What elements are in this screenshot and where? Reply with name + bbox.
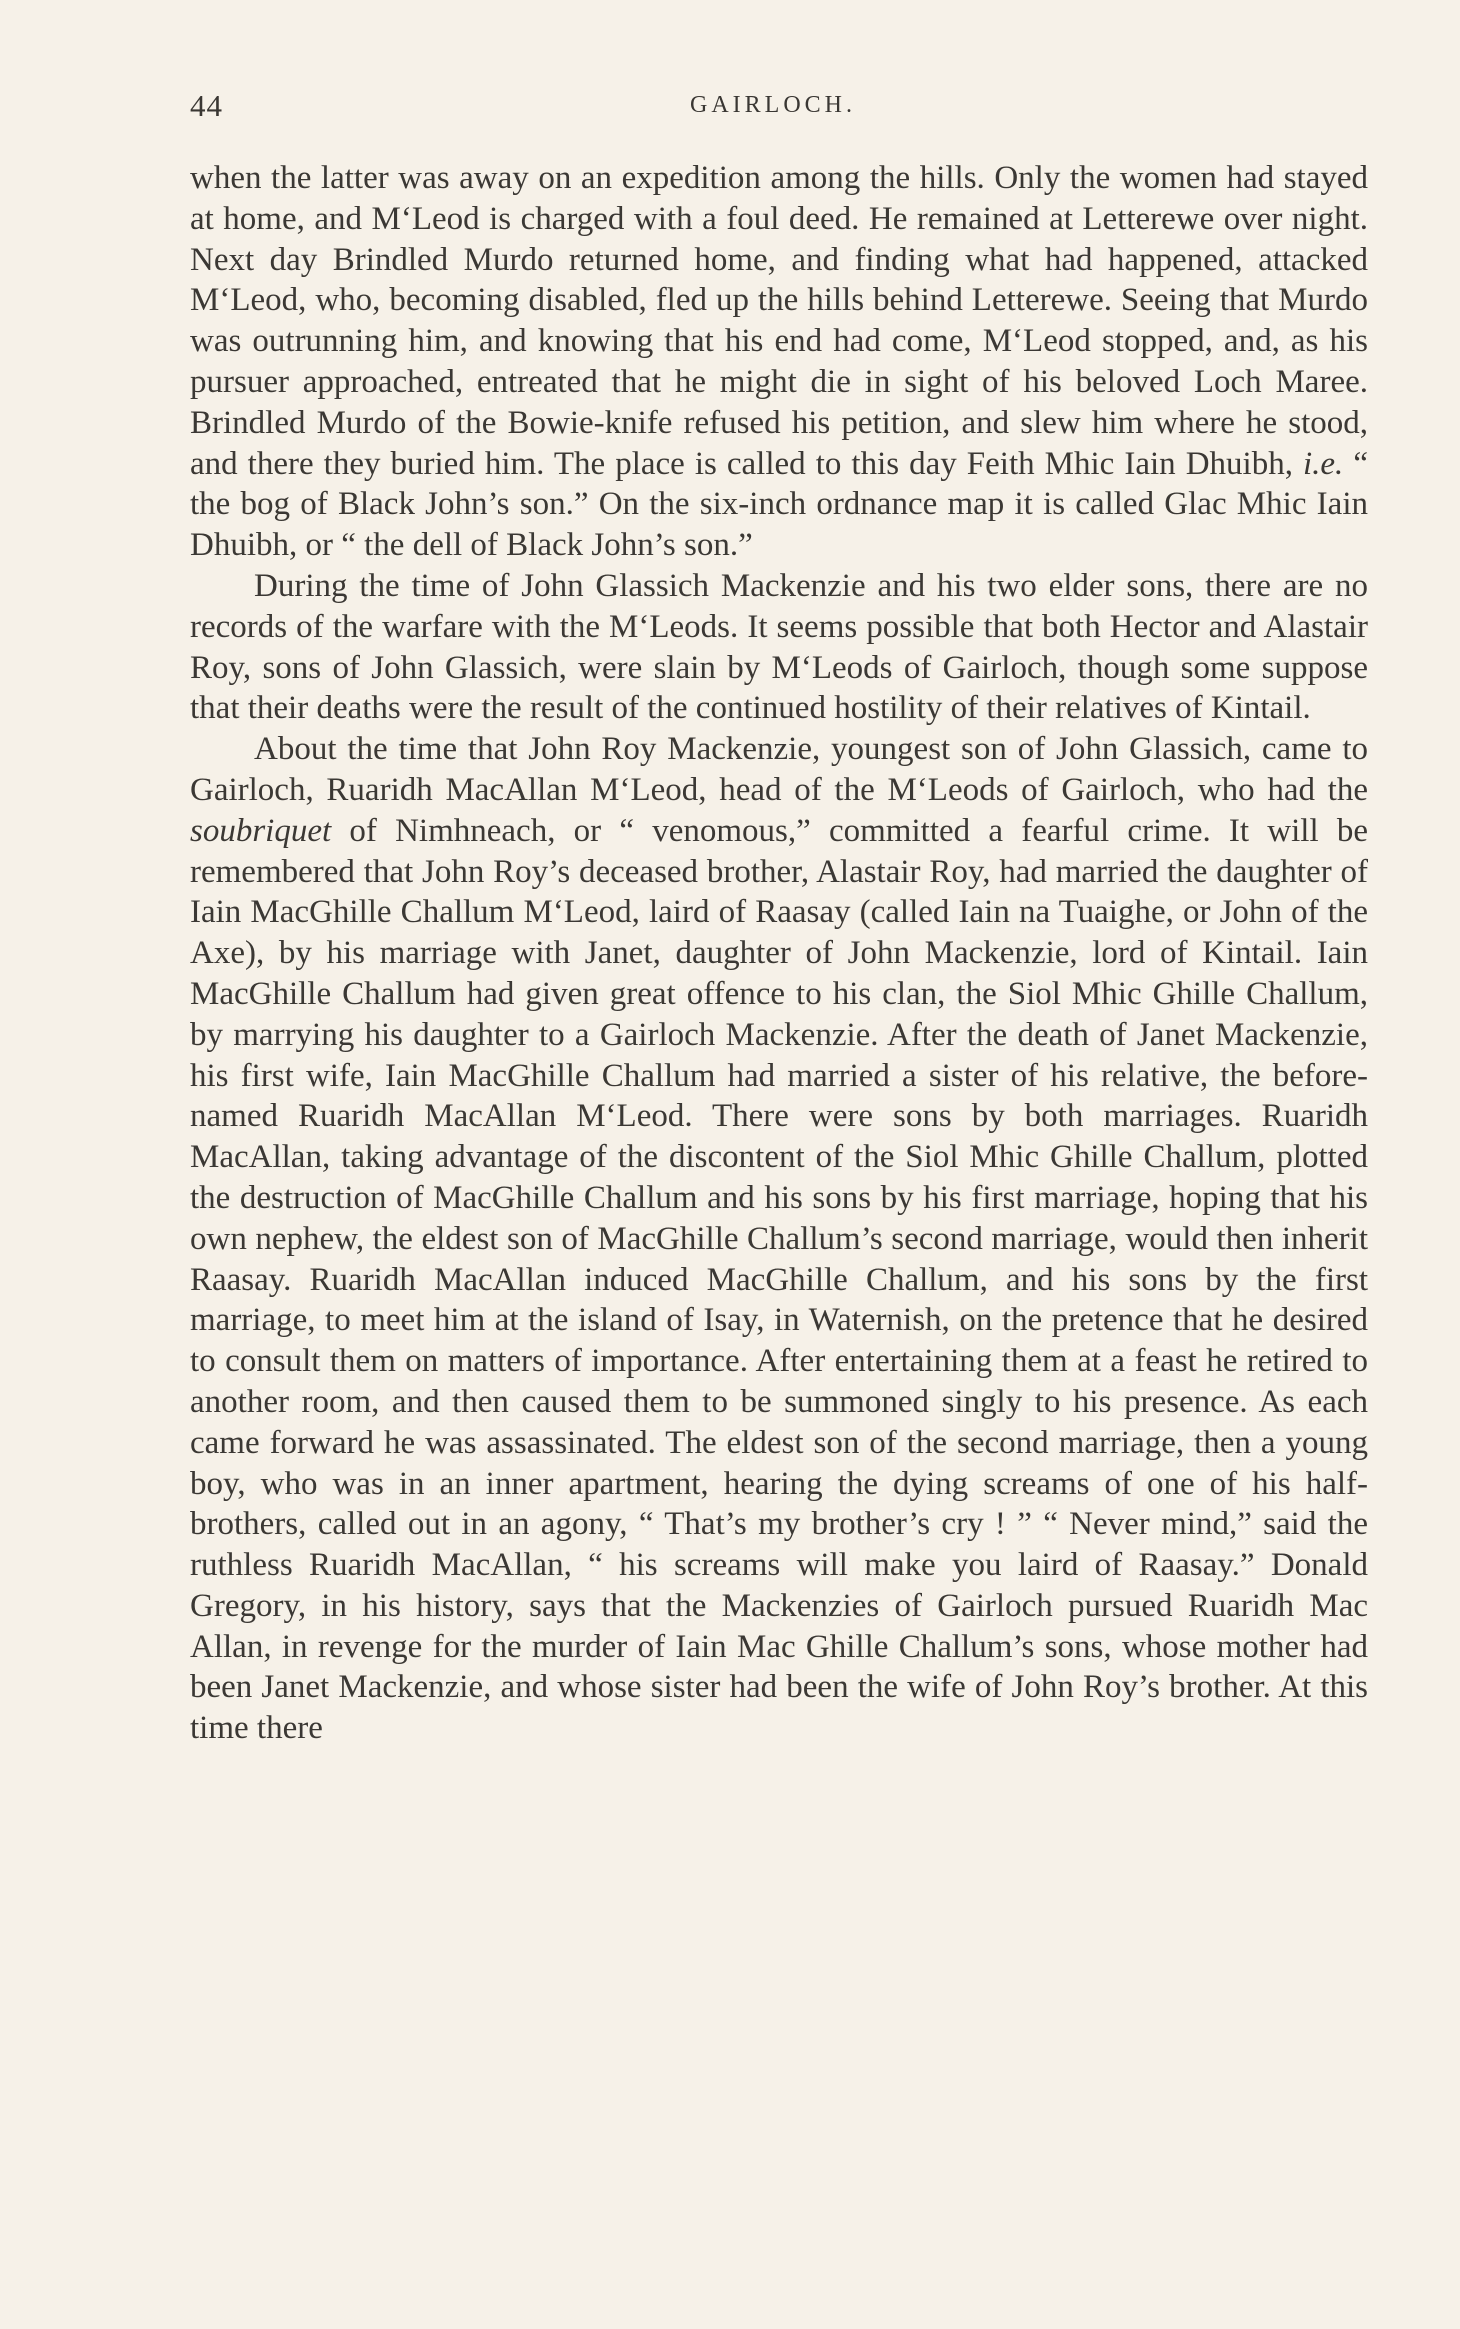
paragraph-2: During the time of John Glassich Mackenzie and his two elder sons, there are no records of the warfare with the M‘Leods. It seems possible that both Hector and Alastair Roy, sons of John Glassich, were slain by M‘Leods of Gairloch, though some suppose that their deaths were the result of the continued hostility of their relatives of Kintail. <box>190 567 1368 727</box>
page-number: 44 <box>190 88 223 123</box>
page-header <box>190 82 1368 126</box>
paragraph-1 <box>190 158 1368 566</box>
paragraph-1-text: when the latter was away on an expedition among the hills. Only the women had stayed at home, and M‘Leod is charged with a foul deed. He remained at Letterewe over night. Next day Brindled Murdo returned home, and finding what had happened, attacked M‘Leod, who, becoming disabled, fled up the hills behind Letterewe. Seeing that Murdo was outrunning him, and knowing that his end had come, M‘Leod stopped, and, as his pursuer approached, entreated that he might die in sight of his beloved Loch Maree. Brindled Murdo of the Bowie-knife refused his petition, and slew him where he stood, and there they buried him. The place is called to this day Feith Mhic Iain Dhuibh, <box>190 160 1368 482</box>
paragraph-3-end: of Nimhneach, or “ venomous,” committed a fearful crime. It will be remembered that John Roy’s deceased brother, Alastair Roy, had married the daughter of Iain MacGhille Challum M‘Leod, laird of Raasay (called Iain na Tuaighe, or John of the Axe), by his marriage with Janet, daughter of John Mackenzie, lord of Kintail. Iain MacGhille Challum had given great offence to his clan, the Siol Mhic Ghille Challum, by marrying his daughter to a Gairloch Mackenzie. After the death of Janet Mackenzie, his first wife, Iain MacGhille Challum had married a sister of his relative, the before-named Ruaridh MacAllan M‘Leod. There were sons by both marriages. Ruaridh MacAllan, taking advantage of the discontent of the Siol Mhic Ghille Challum, plotted the destruction of MacGhille Challum and his sons by his first marriage, hoping that his own nephew, the eldest son of MacGhille Challum’s second marriage, would then inherit Raasay. Ruaridh MacAllan induced MacGhille Challum, and his sons by the first marriage, to meet him at the island of Isay, in Waternish, on the pretence that he desired to consult them on matters of importance. After entertaining them at a feast he retired to another room, and then caused them to be summoned singly to his presence. As each came forward he was assassinated. The eldest son of the second marriage, then a young boy, who was in an inner apartment, hearing the dying screams of one of his half-brothers, called out in an agony, “ That’s my brother’s cry ! ” “ Never mind,” said the ruthless Ruaridh MacAllan, “ his screams will make you laird of Raasay.” Donald Gregory, in his history, says that the Mackenzies of Gairloch pursued Ruaridh Mac Allan, in revenge for the murder of Iain Mac Ghille Challum’s sons, whose mother had been Janet Mackenzie, and whose sister had been the wife of John Roy’s brother. At this time there <box>190 812 1368 1747</box>
italic-ie: i.e. <box>1302 445 1344 482</box>
running-head: GAIRLOCH. <box>690 92 856 118</box>
paragraph-3-start: About the time that John Roy Mackenzie, youngest son of John Glassich, came to Gairloch, Ruaridh MacAllan M‘Leod, head of the M‘Leods of Gairloch, who had the <box>190 731 1368 808</box>
paragraph-1-end: “ the bog of Black John’s son.” On the six-inch ordnance map it is called Glac Mhic Iain Dhuibh, or “ the dell of Black John’s son.” <box>190 445 1368 564</box>
italic-soubriquet: soubriquet <box>190 812 332 849</box>
body-text <box>190 158 1368 1749</box>
paragraph-3 <box>190 729 1368 1749</box>
